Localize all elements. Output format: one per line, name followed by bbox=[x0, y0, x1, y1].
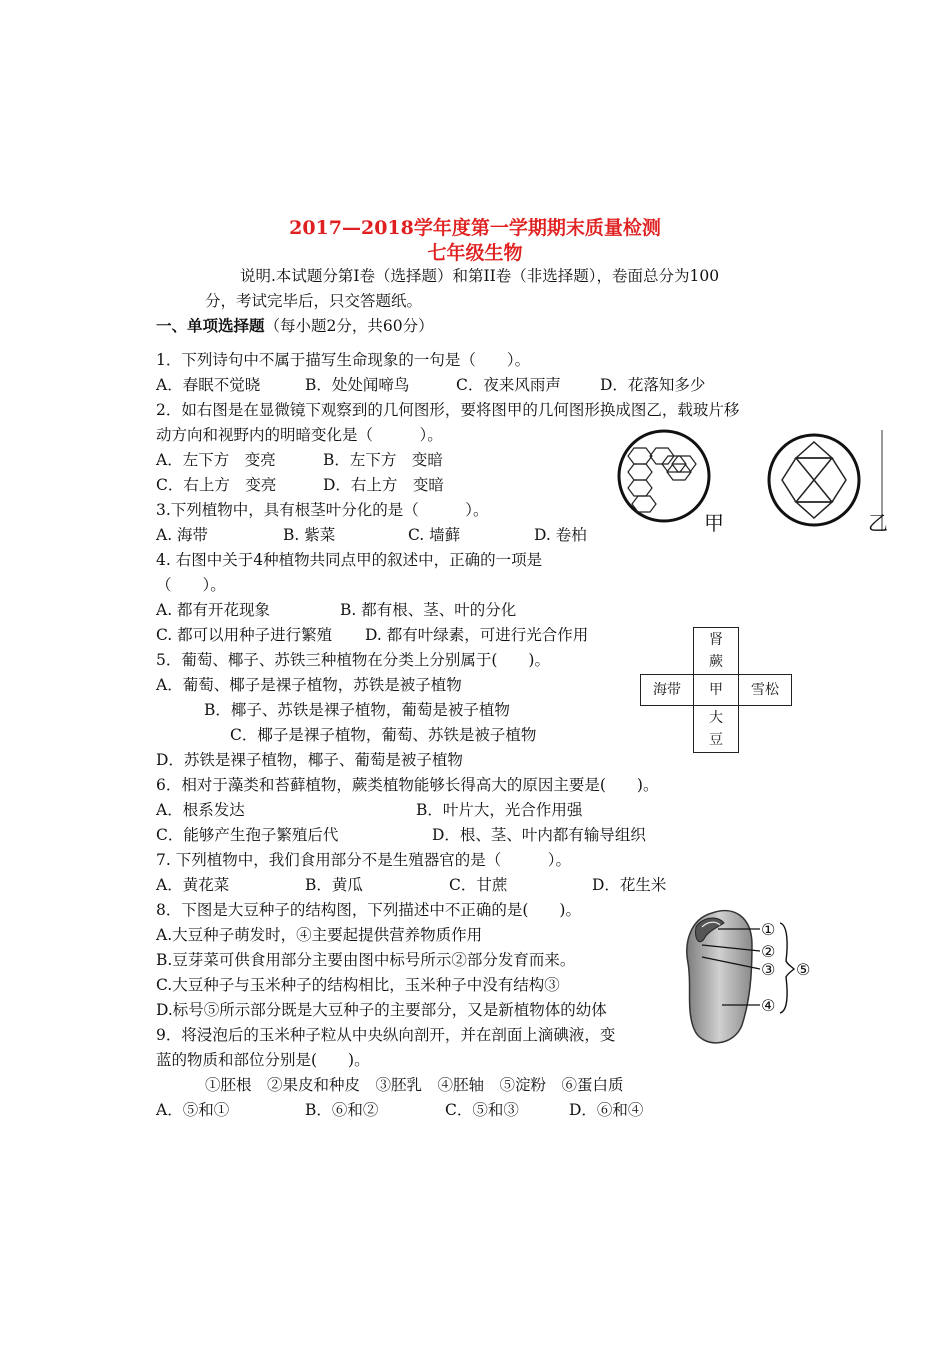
q2-option-b: B．左下方 变暗 bbox=[323, 451, 443, 469]
q6-option-b: B．叶片大，光合作用强 bbox=[416, 801, 583, 819]
q3-option-b: B. 紫菜 bbox=[283, 526, 336, 544]
q4-option-d: D. 都有叶绿素，可进行光合作用 bbox=[365, 626, 589, 644]
label-yi: 乙 bbox=[868, 511, 888, 535]
q2-option-c: C．右上方 变亮 bbox=[156, 476, 277, 494]
q6-option-c: C．能够产生孢子繁殖后代 bbox=[156, 826, 339, 844]
q4-option-a: A. 都有开花现象 bbox=[156, 601, 271, 619]
q7-stem: 7. 下列植物中，我们食用部分不是生殖器官的是（ ）。 bbox=[156, 851, 571, 869]
cell-right: 雪松 bbox=[738, 674, 792, 706]
q9-option-b: B．⑥和② bbox=[305, 1101, 379, 1119]
q2-stem-line-2: 动方向和视野内的明暗变化是（ ）。 bbox=[156, 426, 443, 444]
section-detail: （每小题2分，共60分） bbox=[264, 317, 434, 335]
q1-option-a: A．春眠不觉晓 bbox=[156, 376, 261, 394]
brace bbox=[780, 923, 794, 1013]
exam-title: 2017—2018学年度第一学期期末质量检测 bbox=[289, 217, 661, 239]
q9-stem-line-1: 9．将浸泡后的玉米种子粒从中央纵向剖开，并在剖面上滴碘液，变 bbox=[156, 1026, 616, 1044]
q9-stem-line-2: 蓝的物质和部位分别是( )。 bbox=[156, 1051, 370, 1069]
seed-label-3: ③ bbox=[761, 960, 776, 979]
instructions-line-2: 分，考试完毕后，只交答题纸。 bbox=[205, 292, 423, 310]
seed-label-5: ⑤ bbox=[796, 960, 811, 979]
q6-option-d: D．根、茎、叶内都有输导组织 bbox=[432, 826, 646, 844]
cell-left: 海带 bbox=[640, 674, 694, 706]
label-jia: 甲 bbox=[704, 511, 724, 535]
q2-option-a: A．左下方 变亮 bbox=[156, 451, 276, 469]
q7-option-b: B．黄瓜 bbox=[305, 876, 363, 894]
cell-bottom: 大豆 bbox=[693, 705, 739, 753]
q7-option-d: D．花生米 bbox=[592, 876, 667, 894]
q5-option-b: B．椰子、苏铁是裸子植物，葡萄是被子植物 bbox=[204, 701, 510, 719]
q3-option-d: D. 卷柏 bbox=[534, 526, 587, 544]
seed-label-1: ① bbox=[761, 920, 776, 939]
q3-stem: 3.下列植物中，具有根茎叶分化的是（ ）。 bbox=[156, 501, 489, 519]
q7-option-a: A．黄花菜 bbox=[156, 876, 230, 894]
seed-label-2: ② bbox=[761, 942, 776, 961]
section-title: 一、单项选择题 bbox=[156, 316, 265, 335]
q8-option-a: A.大豆种子萌发时，④主要起提供营养物质作用 bbox=[156, 926, 483, 944]
q5-option-d: D．苏铁是裸子植物，椰子、葡萄是被子植物 bbox=[156, 751, 463, 769]
q9-option-c: C．⑤和③ bbox=[445, 1101, 519, 1119]
q8-stem: 8．下图是大豆种子的结构图，下列描述中不正确的是( )。 bbox=[156, 901, 581, 919]
q6-option-a: A．根系发达 bbox=[156, 801, 245, 819]
q1-option-c: C．夜来风雨声 bbox=[456, 376, 561, 394]
q8-option-b: B.豆芽菜可供食用部分主要由图中标号所示②部分发育而来。 bbox=[156, 951, 576, 969]
cell-top: 肾蕨 bbox=[693, 627, 739, 675]
cell-center: 甲 bbox=[693, 674, 739, 706]
soybean-seed-figure bbox=[672, 905, 832, 1055]
q4-option-c: C. 都可以用种子进行繁殖 bbox=[156, 626, 333, 644]
q5-option-a: A．葡萄、椰子是裸子植物，苏铁是被子植物 bbox=[156, 676, 462, 694]
q3-option-a: A. 海带 bbox=[156, 526, 209, 544]
q1-stem: 1．下列诗句中不属于描写生命现象的一句是（ ）。 bbox=[156, 351, 531, 369]
microscope-figure bbox=[612, 428, 892, 538]
q8-option-c: C.大豆种子与玉米种子的结构相比，玉米种子中没有结构③ bbox=[156, 976, 560, 994]
q1-option-b: B．处处闻啼鸟 bbox=[305, 376, 410, 394]
q5-option-c: C．椰子是裸子植物，葡萄、苏铁是被子植物 bbox=[230, 726, 537, 744]
q2-option-d: D．右上方 变暗 bbox=[323, 476, 444, 494]
exam-subtitle: 七年级生物 bbox=[427, 242, 523, 264]
q9-option-a: A．⑤和① bbox=[156, 1101, 230, 1119]
q6-stem: 6．相对于藻类和苔藓植物，蕨类植物能够长得高大的原因主要是( )。 bbox=[156, 776, 659, 794]
q5-stem: 5．葡萄、椰子、苏铁三种植物在分类上分别属于( )。 bbox=[156, 651, 550, 669]
q7-option-c: C．甘蔗 bbox=[449, 876, 508, 894]
q9-items: ①胚根 ②果皮和种皮 ③胚乳 ④胚轴 ⑤淀粉 ⑥蛋白质 bbox=[205, 1076, 624, 1094]
q4-stem-line-1: 4. 右图中关于4种植物共同点甲的叙述中，正确的一项是 bbox=[156, 551, 543, 569]
q1-option-d: D．花落知多少 bbox=[600, 376, 706, 394]
q4-option-b: B. 都有根、茎、叶的分化 bbox=[340, 601, 517, 619]
seed-label-4: ④ bbox=[761, 996, 776, 1015]
q2-stem-line-1: 2．如右图是在显微镜下观察到的几何图形，要将图甲的几何图形换成图乙，载玻片移 bbox=[156, 401, 740, 419]
instructions-line-1: 说明.本试题分第I卷（选择题）和第II卷（非选择题），卷面总分为100 bbox=[240, 267, 720, 285]
q9-option-d: D．⑥和④ bbox=[569, 1101, 644, 1119]
section-heading bbox=[156, 316, 434, 336]
q3-option-c: C. 墙藓 bbox=[408, 526, 461, 544]
q8-option-d: D.标号⑤所示部分既是大豆种子的主要部分，又是新植物体的幼体 bbox=[156, 1001, 607, 1019]
q4-stem-line-2: （ ）。 bbox=[156, 576, 226, 594]
